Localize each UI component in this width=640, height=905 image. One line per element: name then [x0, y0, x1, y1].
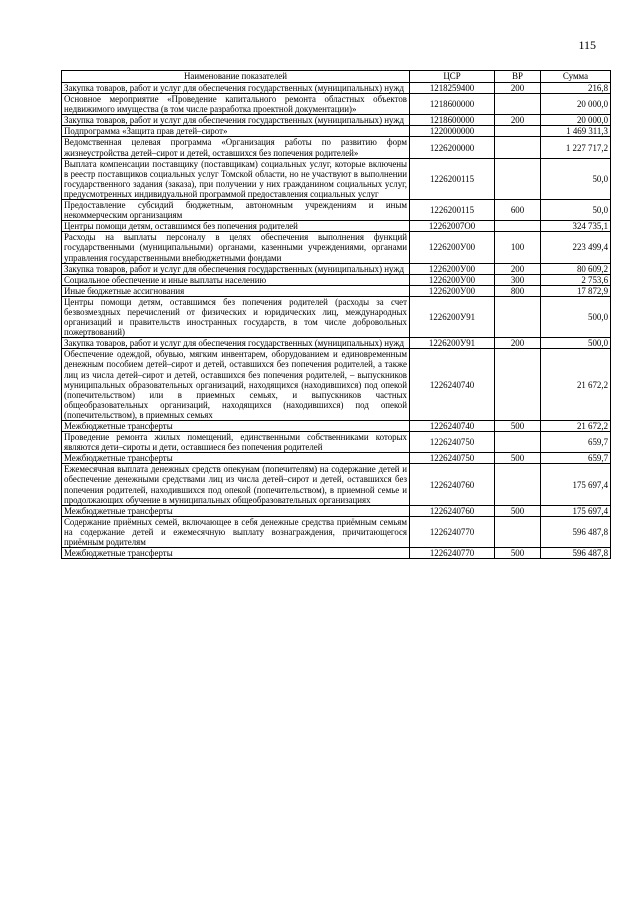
row-vr-cell [495, 158, 541, 199]
row-vr-cell: 200 [495, 83, 541, 94]
table-row [62, 221, 611, 232]
row-sum-cell: 175 697,4 [541, 505, 611, 516]
row-sum-cell: 500,0 [541, 296, 611, 337]
table-row [62, 421, 611, 432]
row-vr-cell [495, 126, 541, 137]
row-sum-cell: 1 227 717,2 [541, 137, 611, 158]
row-vr-cell: 500 [495, 421, 541, 432]
row-vr-cell [495, 221, 541, 232]
table-row [62, 453, 611, 464]
row-code-cell: 1220000000 [410, 126, 495, 137]
table-row [62, 338, 611, 349]
row-sum-cell: 216,8 [541, 83, 611, 94]
row-vr-cell [495, 137, 541, 158]
row-name-cell: Закупка товаров, работ и услуг для обеспечения государственных (муниципальных) нужд [62, 338, 410, 349]
row-vr-cell: 200 [495, 115, 541, 126]
row-name-cell: Расходы на выплаты персоналу в целях обеспечения выполнения функций государственными (муниципальными) органами, казенными учреждениями, органами управления государственными внебюджетными фондами [62, 232, 410, 263]
row-sum-cell: 659,7 [541, 453, 611, 464]
header-vr: ВР [495, 71, 541, 83]
row-sum-cell: 20 000,0 [541, 115, 611, 126]
row-sum-cell: 21 672,2 [541, 421, 611, 432]
row-name-cell: Обеспечение одеждой, обувью, мягким инвентарем, оборудованием и единовременным денежным пособием детей–сирот и детей, оставшихся без попечения родителей, а также лиц из числа детей–сирот и детей, оставшихся без попечения родителей, – выпускников муниципальных образовательных организаций, находящихся (находившихся) под опекой (попечительством) или в приемных семьях, и выпускников частных общеобразовательных организаций, находящихся (находившихся) под опекой (попечительством), в приемных семьях [62, 349, 410, 421]
row-code-cell: 1226240760 [410, 464, 495, 505]
row-sum-cell: 659,7 [541, 432, 611, 453]
table-row [62, 126, 611, 137]
row-vr-cell: 500 [495, 548, 541, 559]
row-name-cell: Содержание приёмных семей, включающее в себя денежные средства приёмным семьям на содержание детей и ежемесячную выплату вознаграждения, причитающегося приёмным родителям [62, 516, 410, 547]
row-vr-cell [495, 516, 541, 547]
row-vr-cell: 200 [495, 338, 541, 349]
row-sum-cell: 2 753,6 [541, 274, 611, 285]
row-name-cell: Центры помощи детям, оставшимся без попечения родителей [62, 221, 410, 232]
row-code-cell: 1226200У00 [410, 232, 495, 263]
row-name-cell: Подпрограмма «Защита прав детей–сирот» [62, 126, 410, 137]
row-name-cell: Закупка товаров, работ и услуг для обеспечения государственных (муниципальных) нужд [62, 263, 410, 274]
row-code-cell: 1218600000 [410, 115, 495, 126]
row-sum-cell: 1 469 311,3 [541, 126, 611, 137]
row-vr-cell: 600 [495, 200, 541, 221]
row-sum-cell: 324 735,1 [541, 221, 611, 232]
table-body [62, 83, 611, 559]
table-row [62, 432, 611, 453]
row-code-cell: 1226200000 [410, 137, 495, 158]
row-name-cell: Ведомственная целевая программа «Организация работы по развитию форм жизнеустройства детей–сирот и детей, оставшихся без попечения родителей» [62, 137, 410, 158]
table-row [62, 232, 611, 263]
budget-table [61, 70, 611, 559]
table-row [62, 548, 611, 559]
table-row [62, 94, 611, 115]
row-code-cell: 1226240760 [410, 505, 495, 516]
row-code-cell: 1226240740 [410, 349, 495, 421]
row-name-cell: Закупка товаров, работ и услуг для обеспечения государственных (муниципальных) нужд [62, 115, 410, 126]
table-row [62, 83, 611, 94]
row-vr-cell [495, 349, 541, 421]
header-sum: Сумма [541, 71, 611, 83]
row-vr-cell: 800 [495, 285, 541, 296]
table-row [62, 200, 611, 221]
row-sum-cell: 50,0 [541, 200, 611, 221]
row-vr-cell [495, 464, 541, 505]
page-number: 115 [578, 38, 596, 52]
row-name-cell: Межбюджетные трансферты [62, 453, 410, 464]
row-code-cell: 1226240750 [410, 453, 495, 464]
table-row [62, 516, 611, 547]
row-code-cell: 1226200У91 [410, 338, 495, 349]
row-code-cell: 1226200У91 [410, 296, 495, 337]
row-sum-cell: 175 697,4 [541, 464, 611, 505]
row-code-cell: 1226240740 [410, 421, 495, 432]
row-name-cell: Межбюджетные трансферты [62, 505, 410, 516]
table-row [62, 349, 611, 421]
table-row [62, 158, 611, 199]
row-name-cell: Центры помощи детям, оставшимся без попечения родителей (расходы за счет безвозмездных перечислений от физических и юридических лиц, международных организаций и правительств иностранных государств, в том числе добровольных пожертвований) [62, 296, 410, 337]
row-name-cell: Социальное обеспечение и иные выплаты населению [62, 274, 410, 285]
row-code-cell: 1226200У00 [410, 285, 495, 296]
row-vr-cell [495, 296, 541, 337]
row-name-cell: Межбюджетные трансферты [62, 548, 410, 559]
row-sum-cell: 17 872,9 [541, 285, 611, 296]
row-vr-cell [495, 94, 541, 115]
row-vr-cell: 500 [495, 505, 541, 516]
row-code-cell: 1226240770 [410, 516, 495, 547]
row-code-cell: 1226200У00 [410, 274, 495, 285]
row-vr-cell: 300 [495, 274, 541, 285]
row-sum-cell: 596 487,8 [541, 516, 611, 547]
table-row [62, 296, 611, 337]
table-row [62, 285, 611, 296]
row-vr-cell: 500 [495, 453, 541, 464]
row-code-cell: 1226240750 [410, 432, 495, 453]
row-sum-cell: 223 499,4 [541, 232, 611, 263]
row-name-cell: Межбюджетные трансферты [62, 421, 410, 432]
row-code-cell: 1218259400 [410, 83, 495, 94]
header-name: Наименование показателей [62, 71, 410, 83]
row-code-cell: 1226240770 [410, 548, 495, 559]
row-sum-cell: 80 609,2 [541, 263, 611, 274]
table-row [62, 137, 611, 158]
row-sum-cell: 21 672,2 [541, 349, 611, 421]
row-vr-cell [495, 432, 541, 453]
table-row [62, 263, 611, 274]
row-name-cell: Основное мероприятие «Проведение капитального ремонта областных объектов недвижимого имущества (в том числе разработка проектной документации)» [62, 94, 410, 115]
row-sum-cell: 50,0 [541, 158, 611, 199]
table-row [62, 115, 611, 126]
table-row [62, 464, 611, 505]
row-vr-cell: 100 [495, 232, 541, 263]
row-code-cell: 1226200115 [410, 200, 495, 221]
row-name-cell: Ежемесячная выплата денежных средств опекунам (попечителям) на содержание детей и обеспечение денежными средствами лиц из числа детей–сирот и детей, оставшихся без попечения родителей, находившихся под опекой (попечительством), в приемной семье и продолжающих обучение в муниципальных общеобразовательных организациях [62, 464, 410, 505]
row-name-cell: Проведение ремонта жилых помещений, единственными собственниками которых являются дети–сироты и дети, оставшиеся без попечения родителей [62, 432, 410, 453]
row-sum-cell: 20 000,0 [541, 94, 611, 115]
table-row [62, 505, 611, 516]
row-vr-cell: 200 [495, 263, 541, 274]
row-code-cell: 1218600000 [410, 94, 495, 115]
row-sum-cell: 500,0 [541, 338, 611, 349]
header-code: ЦСР [410, 71, 495, 83]
table-header-row [62, 71, 611, 83]
row-name-cell: Предоставление субсидий бюджетным, автономным учреждениям и иным некоммерческим организациям [62, 200, 410, 221]
table-row [62, 274, 611, 285]
row-name-cell: Закупка товаров, работ и услуг для обеспечения государственных (муниципальных) нужд [62, 83, 410, 94]
row-sum-cell: 596 487,8 [541, 548, 611, 559]
row-code-cell: 1226200У00 [410, 263, 495, 274]
row-code-cell: 12262007О0 [410, 221, 495, 232]
row-name-cell: Иные бюджетные ассигнования [62, 285, 410, 296]
row-code-cell: 1226200115 [410, 158, 495, 199]
row-name-cell: Выплата компенсации поставщику (поставщикам) социальных услуг, которые включены в реестр поставщиков социальных услуг Томской области, но не участвуют в выполнении государственного задания (заказа), при получении у них гражданином социальных услуг, предусмотренных индивидуальной программой предоставления социальных услуг [62, 158, 410, 199]
